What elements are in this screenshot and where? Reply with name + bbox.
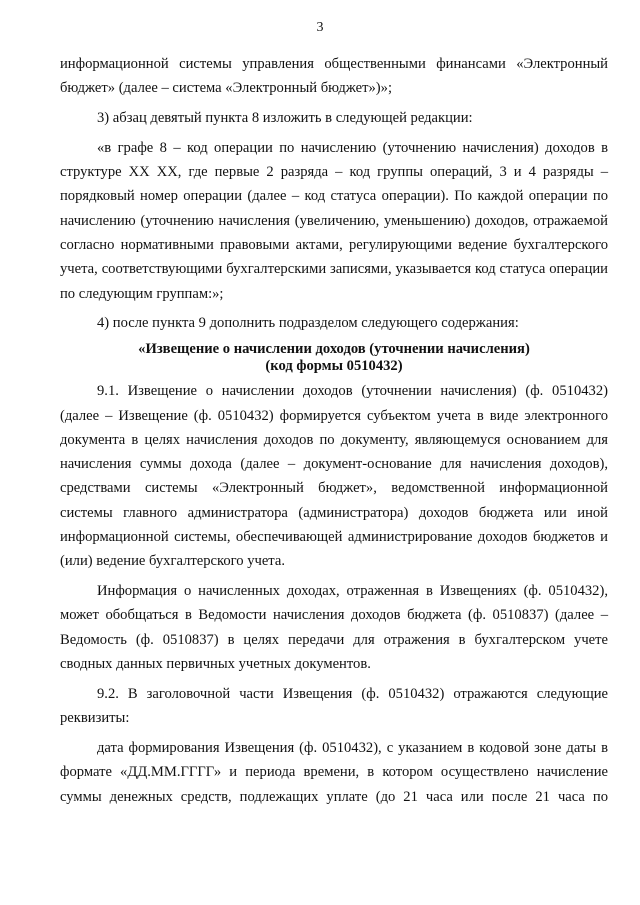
paragraph-continuation: информационной системы управления общественными финансами «Электронный бюджет» (далее – система «Электронный бюджет»)»; <box>60 56 608 97</box>
paragraph-9-2: 9.2. В заголовочной части Извещения (ф. 0510432) отражаются следующие реквизиты: <box>60 685 608 727</box>
paragraph-item-4: 4) после пункта 9 дополнить подразделом следующего содержания: <box>97 315 519 332</box>
section-heading-form-code: (код формы 0510432) <box>265 358 403 375</box>
paragraph-aggregation-info: Информация о начисленных доходах, отраженная в Извещениях (ф. 0510432), может обобщаться в Ведомости начисления доходов бюджета (ф. 0510837) (далее – Ведомость (ф. 0510837) в целях передачи для отражения в бухгалтерском учете сводных данных первичных учетных документов. <box>60 583 608 673</box>
paragraph-item-3: 3) абзац девятый пункта 8 изложить в следующей редакции: <box>97 110 473 127</box>
document-body <box>60 52 608 814</box>
section-heading <box>60 341 608 375</box>
paragraph-formation-date: дата формирования Извещения (ф. 0510432), с указанием в кодовой зоне даты в формате «ДД.ММ.ГГГГ» и периода времени, в котором осуществлено начисление суммы денежных средств, подлежащих уплате (до 21 часа или после 21 часа по <box>60 739 608 805</box>
section-heading-title: «Извещение о начислении доходов (уточнении начисления) <box>138 341 530 358</box>
paragraph-column-8-definition: «в графе 8 – код операции по начислению (уточнению начисления) доходов в структуре ХХ ХХ, где первые 2 разряда – код группы операций, 3 и 4 разряды – порядковый номер операции (далее – код статуса операции). По каждой операции по начислению (уточнению начисления (увеличению, уменьшению) доходов, отражаемой согласно нормативными правовыми актами, регулирующими ведение бухгалтерского учета, соответствующими бухгалтерскими записями, указывается код статуса операции по следующим группам:»; <box>60 139 608 302</box>
paragraph-9-1: 9.1. Извещение о начислении доходов (уточнении начисления) (ф. 0510432) (далее – Извещение (ф. 0510432) формируется субъектом учета в виде электронного документа в целях начисления доходов по документу, являющемуся основанием для начисления суммы дохода (далее – документ-основание для начисления доходов), средствами системы «Электронный бюджет», ведомственной информационной системы главного администратора (администратора) доходов бюджета или иной информационной системы, обеспечивающей администрирование доходов бюджетов и (или) ведение бухгалтерского учета. <box>60 383 608 570</box>
page-number: 3 <box>316 20 324 35</box>
